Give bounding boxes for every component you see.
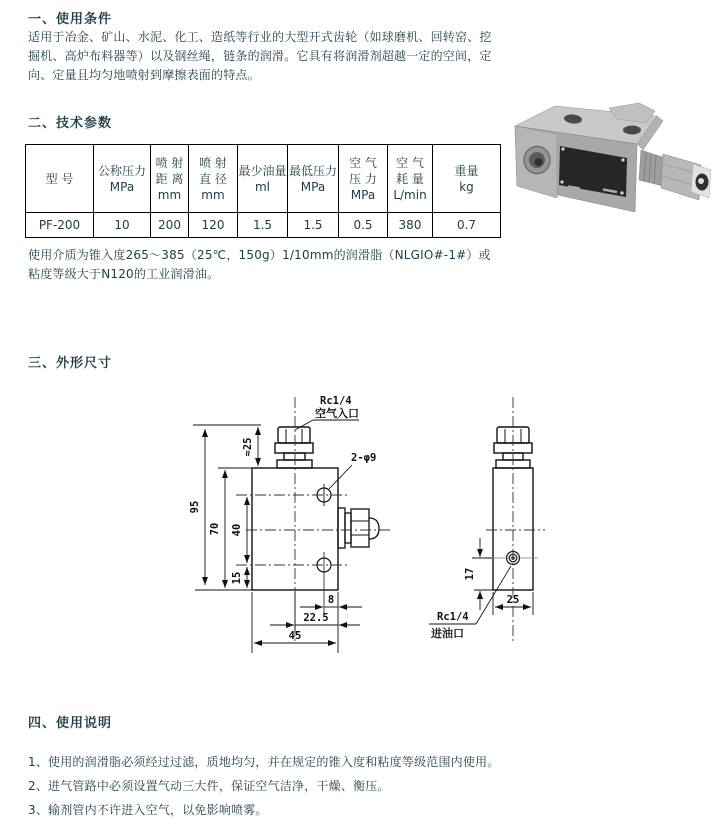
col-header-spray-diameter: 喷 射 直 径 mm [189,145,238,213]
dim-95-label: 95 [189,500,201,514]
tech-params-table [25,144,501,238]
air-inlet-label: 空气入口 [315,407,359,420]
list-item: 3、输剂管内不许进入空气，以免影响喷雾。 [28,803,268,817]
dim-8-label: 8 [327,594,335,606]
col-header-min-oil: 最少油量 ml [238,145,288,213]
product-photo [505,98,720,236]
col-header-nominal-pressure: 公称压力 MPa [94,145,151,213]
oil-inlet-label: 进油口 [431,627,464,640]
dim-15-label: 15 [231,571,243,585]
list-item: 2、进气管路中必须设置气动三大件，保证空气洁净，干燥、衡压。 [28,779,390,793]
holes-callout-label: 2-φ9 [351,452,377,464]
col-header-air-consumption: 空 气 耗 量 L/min [388,145,433,213]
section1-title: 一、使用条件 [28,12,113,27]
top-hole [623,126,641,135]
side-dimension-lines [480,538,531,610]
table-data-row [26,213,501,238]
cell-air-consumption: 380 [388,213,433,238]
side-view [493,427,533,590]
dim-25-label: 25 [506,594,520,606]
oil-thread-label: Rc1/4 [437,611,469,623]
nozzle-assembly [639,150,711,200]
air-thread-label: Rc1/4 [320,395,352,407]
dim-approx25-label: ≈25 [242,437,254,457]
dim-45-label: 45 [288,630,302,642]
cell-model: PF-200 [26,213,94,238]
section1-body: 适用于冶金、矿山、水泥、化工、造纸等行业的大型开式齿轮（如球磨机、回转窑、挖掘机、高炉布料器等）以及钢丝绳，链条的润滑。它具有将润滑剂超越一定的空间，定向、定量且均匀地喷射到摩擦表面的特点。 [28,30,492,82]
dim-40-label: 40 [231,523,243,537]
side-extension-lines [472,558,533,615]
side-nozzle [338,508,379,548]
col-header-spray-distance: 喷 射 距 离 mm [151,145,189,213]
side-port [524,147,550,174]
section3-title: 三、外形尺寸 [28,356,113,371]
col-header-air-pressure: 空 气 压 力 MPa [339,145,388,213]
medium-note: 使用介质为锥入度265～385（25℃，150g）1/10mm的润滑脂（NLGIO#-1#）或粘度等级大于N120的工业润滑油。 [28,248,491,281]
section4-title: 四、使用说明 [28,716,113,731]
list-item: 1、使用的润滑脂必须经过过滤，质地均匀，并在规定的锥入度和粘度等级范围内使用。 [28,755,500,769]
dimension-drawing [148,385,640,685]
dim-17-label: 17 [464,567,476,581]
usage-notes-list [28,750,708,822]
table-header-row [26,145,501,213]
col-header-model: 型 号 [26,145,94,213]
cell-spray-diameter: 120 [189,213,238,238]
cell-air-pressure: 0.5 [339,213,388,238]
air-inlet-fitting [275,427,313,468]
cell-spray-distance: 200 [151,213,189,238]
side-view-centerlines [486,397,545,643]
cell-nominal-pressure: 10 [94,213,151,238]
section2-title: 二、技术参数 [28,116,113,131]
cell-min-oil: 1.5 [238,213,288,238]
col-header-min-pressure: 最低压力 MPa [288,145,339,213]
cell-weight: 0.7 [433,213,501,238]
dim-70-label: 70 [209,522,221,536]
dim-22-5-label: 22.5 [303,612,329,624]
product-photo-illustration [505,98,720,236]
cell-min-pressure: 1.5 [288,213,339,238]
col-header-weight: 重量 kg [433,145,501,213]
